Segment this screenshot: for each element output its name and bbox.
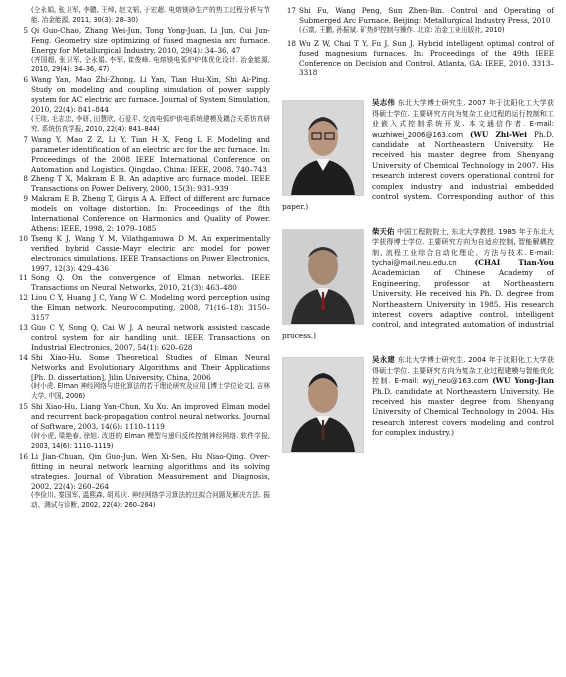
- reference-number: 15: [18, 402, 28, 412]
- author-photo: [282, 229, 364, 325]
- reference-number: 8: [23, 174, 28, 184]
- reference-number: 10: [18, 233, 28, 243]
- reference-number: 6: [23, 75, 28, 85]
- author-name-en: (WU Yong-Jian: [492, 376, 555, 386]
- reference-text: Shi Fu, Wang Peng, Sun Zhen-Bin. Control and Operating of Submerged Arc Furnace. Beijing: Metallurgical Industry Press, 2010: [299, 6, 554, 25]
- reference-number: 16: [18, 451, 28, 461]
- reference-number: 7: [23, 134, 28, 144]
- reference-text: Makram E B, Zheng T, Girgis A A. Effect of different arc furnace models on voltage distortion. In: Proceedings of the 8th International Conference on Harmonics and Quality of Power. Athens: IEEE, 1998, 2: 1079–1085: [31, 194, 270, 233]
- reference-number: 17: [286, 6, 296, 15]
- author-photo: [282, 100, 364, 196]
- reference-zh: (王琰, 毛志忠, 李妍, 田慧欣, 石爱平. 交流电弧炉供电系统建模及耦合关系仿真研究. 系统仿真学报, 2010, 22(4): 841–844): [31, 114, 270, 133]
- author-name-zh: 吴志伟: [372, 98, 396, 108]
- reference-item: [14, 6, 270, 26]
- reference-item: [14, 293, 270, 323]
- reference-item: [14, 402, 270, 452]
- reference-text: Wang Y, Mao Z Z, Li Y, Tian H X, Feng L F. Modeling and parameter identification of an electric arc for the arc furnace. In: Proceedings of the 2008 IEEE International Conference on Automation and Logistics. Qingdao, China: IEEE, 2008. 740–743: [31, 134, 270, 174]
- portrait-photo-icon: [283, 101, 363, 195]
- reference-item: [14, 323, 270, 353]
- references-left-column: [14, 6, 270, 511]
- author-name-en: (CHAI Tian-You: [474, 258, 554, 268]
- author-bio-zh: 东北大学博士研究生. 2004 年于沈阳化工大学获得硕士学位. 主要研究方向为复杂工业过程建模与智能优化控制. E-mail: wyj_neu@163.com: [372, 356, 554, 386]
- author-photo: [282, 357, 364, 453]
- author-name-en: (WU Zhi-Wei: [470, 129, 527, 139]
- reference-item: [14, 273, 270, 293]
- reference-text: Song Q. On the convergence of Elman networks. IEEE Transactions on Neural Networks, 2010, 21(3): 463–480: [31, 273, 270, 293]
- reference-text: Tseng K J, Wang Y M, Vilathgamuwa D M. An experimentally verified hybrid Cassie-Mayr electric arc model for power electronics simulations. IEEE Transactions on Power Electronics, 1997, 12(3): 429–436: [31, 233, 270, 273]
- reference-item: [282, 6, 554, 36]
- reference-item: [14, 353, 270, 403]
- portrait-photo-icon: [283, 230, 363, 324]
- reference-item: [282, 39, 554, 79]
- reference-text: Liou C Y, Huang J C, Yang W C. Modeling word perception using the Elman network. Neurocomputing, 2008, 71(16–18): 3150–3157: [31, 293, 270, 323]
- author-bio: [282, 98, 554, 212]
- reference-item: [14, 75, 270, 134]
- author-bio-zh: 东北大学博士研究生. 2007 年于沈阳化工大学获得硕士学位. 主要研究方向为复杂工业过程的运行控制和工业嵌入式控制系统开发. 本文通信作者. E-mail: wuzhiwei_2006@163.com: [372, 99, 554, 139]
- reference-number: 18: [286, 38, 296, 48]
- author-bio: [282, 227, 554, 341]
- reference-zh: (李俭川, 秦国军, 温熙森, 胡茑庆. 神经网络学习算法的过拟合问题及解决方法. 振动、测试与诊断, 2002, 22(4): 260–264): [31, 491, 270, 510]
- author-name-zh: 柴天佑: [372, 226, 395, 236]
- reference-text: Li Jian-Chuan, Qin Guo-Jun, Wen Xi-Sen, Hu Niao-Qing. Over-fitting in neural network learning algorithms and its solving strategies. Journal of Vibration Measurement and Diagnosis, 2002, 22(4): 260–264: [31, 451, 270, 491]
- author-bio-en: Ph.D. candidate at Northeastern University. He received his master degree from Shenyang University of Chemical Technology in 2007. His research interest covers operational control for complex industry and industrial embedded control system. Corresponding author of this paper.): [282, 129, 554, 212]
- reference-number: 5: [23, 25, 28, 35]
- reference-text: Wang Yan, Mao Zhi-Zhong, Li Yan, Tian Hui-Xin, Shi Ai-Ping. Study on modeling and coupling simulation of power supply system for AC electric arc furnace. Journal of System Simulation, 2010, 22(4): 841–844: [31, 75, 270, 115]
- reference-item: [14, 194, 270, 234]
- reference-item: [14, 135, 270, 175]
- portrait-photo-icon: [283, 358, 363, 452]
- reference-number: 12: [18, 293, 28, 303]
- reference-zh: (时小虎, 梁艳春, 徐旭. 改进的 Elman 模型与递归反传控制神经网络. 软件学报, 2003, 14(6): 1110–1119): [31, 431, 270, 450]
- author-bio-en: Academician of Chinese Academy of Engineering, professor at Northeastern University. He received his Ph. D. degree from Northeastern University in 1985. His research interest covers adaptive control, intelligent control, and integrated automation of industrial process.): [282, 268, 554, 340]
- reference-zh: (仝永娟, 张卫军, 李鹏, 王绰, 赵文韬, 于宏超. 电熔镁砂生产的热工过程分析与节能. 冶金能源, 2011, 30(3): 28–30): [31, 6, 270, 24]
- reference-item: [14, 26, 270, 76]
- reference-item: [14, 174, 270, 194]
- reference-zh: (石富, 王鹏, 孙振斌. 矿热炉控制与操作. 北京: 冶金工业出版社, 2010): [299, 25, 505, 34]
- right-column: [282, 6, 554, 455]
- reference-number: 11: [18, 273, 28, 283]
- reference-text: Shi Xiao-Hu, Liang Yan-Chun, Xu Xu. An improved Elman model and recurrent back-propagation control neural networks. Journal of Software, 2003, 14(6): 1110–1119: [31, 402, 270, 432]
- reference-text: Qi Guo-Chao, Zhang Wei-Jun, Tong Yong-Juan, Li Jun, Cui Jun-Feng. Geometry size optimizing of fused magnesia arc furnace. Energy for Metallurgical Industry, 2010, 29(4): 34–36, 47: [31, 25, 270, 55]
- reference-item: [14, 234, 270, 274]
- reference-text: Shi Xiao-Hu. Some Theoretical Studies of Elman Neural Networks and Evolutionary Algorithms and Their Applications [Ph. D. dissertation], Jilin University, China, 2006: [31, 352, 270, 382]
- author-name-zh: 吴永建: [372, 355, 396, 365]
- reference-text: Wu Z W, Chai T Y, Fu J, Sun J. Hybrid intelligent optimal control of fused magnesium furnaces. In: Proceedings of the 49th IEEE Conference on Decision and Control. Atlanta, GA: IEEE, 2010. 3313–3318: [299, 38, 554, 78]
- reference-text: Guo C Y, Song Q, Cai W J. A neural network assisted cascade control system for air handling unit. IEEE Transactions on Industrial Electronics, 2007, 54(1): 620–628: [31, 323, 270, 352]
- reference-number: 9: [23, 194, 28, 204]
- reference-number: 13: [18, 323, 28, 332]
- reference-zh: (齐国超, 张卫军, 仝永娟, 李军, 崔俊峰. 电熔镁电弧炉炉体优化设计. 冶金能源, 2010, 29(4): 34–36, 47): [31, 55, 270, 74]
- reference-zh: (时小虎. Elman 神经网络与进化算法的若干理论研究及应用 [博士学位论文], 吉林大学, 中国, 2006): [31, 382, 270, 401]
- reference-number: 14: [18, 352, 28, 362]
- reference-text: Zheng T X, Makram E B. An adaptive arc furnace model. IEEE Transactions on Power Delivery, 2000, 15(3): 931–939: [31, 174, 270, 194]
- author-bio-zh: 中国工程院院士, 东北大学教授. 1985 年于东北大学获得博士学位. 主要研究方向为自适应控制, 智能解耦控制, 流程工业综合自动化理论、方法与技术. E-mail: tychai@mail.neu.edu.cn: [372, 227, 554, 268]
- reference-item: [14, 452, 270, 511]
- author-bio-en: Ph.D. candidate at Northeastern University. He received his master degree from Shenyang University of Chemical Technology in 2004. His research interest covers modeling and control for complex industry.): [372, 386, 554, 438]
- author-bio: [282, 355, 554, 455]
